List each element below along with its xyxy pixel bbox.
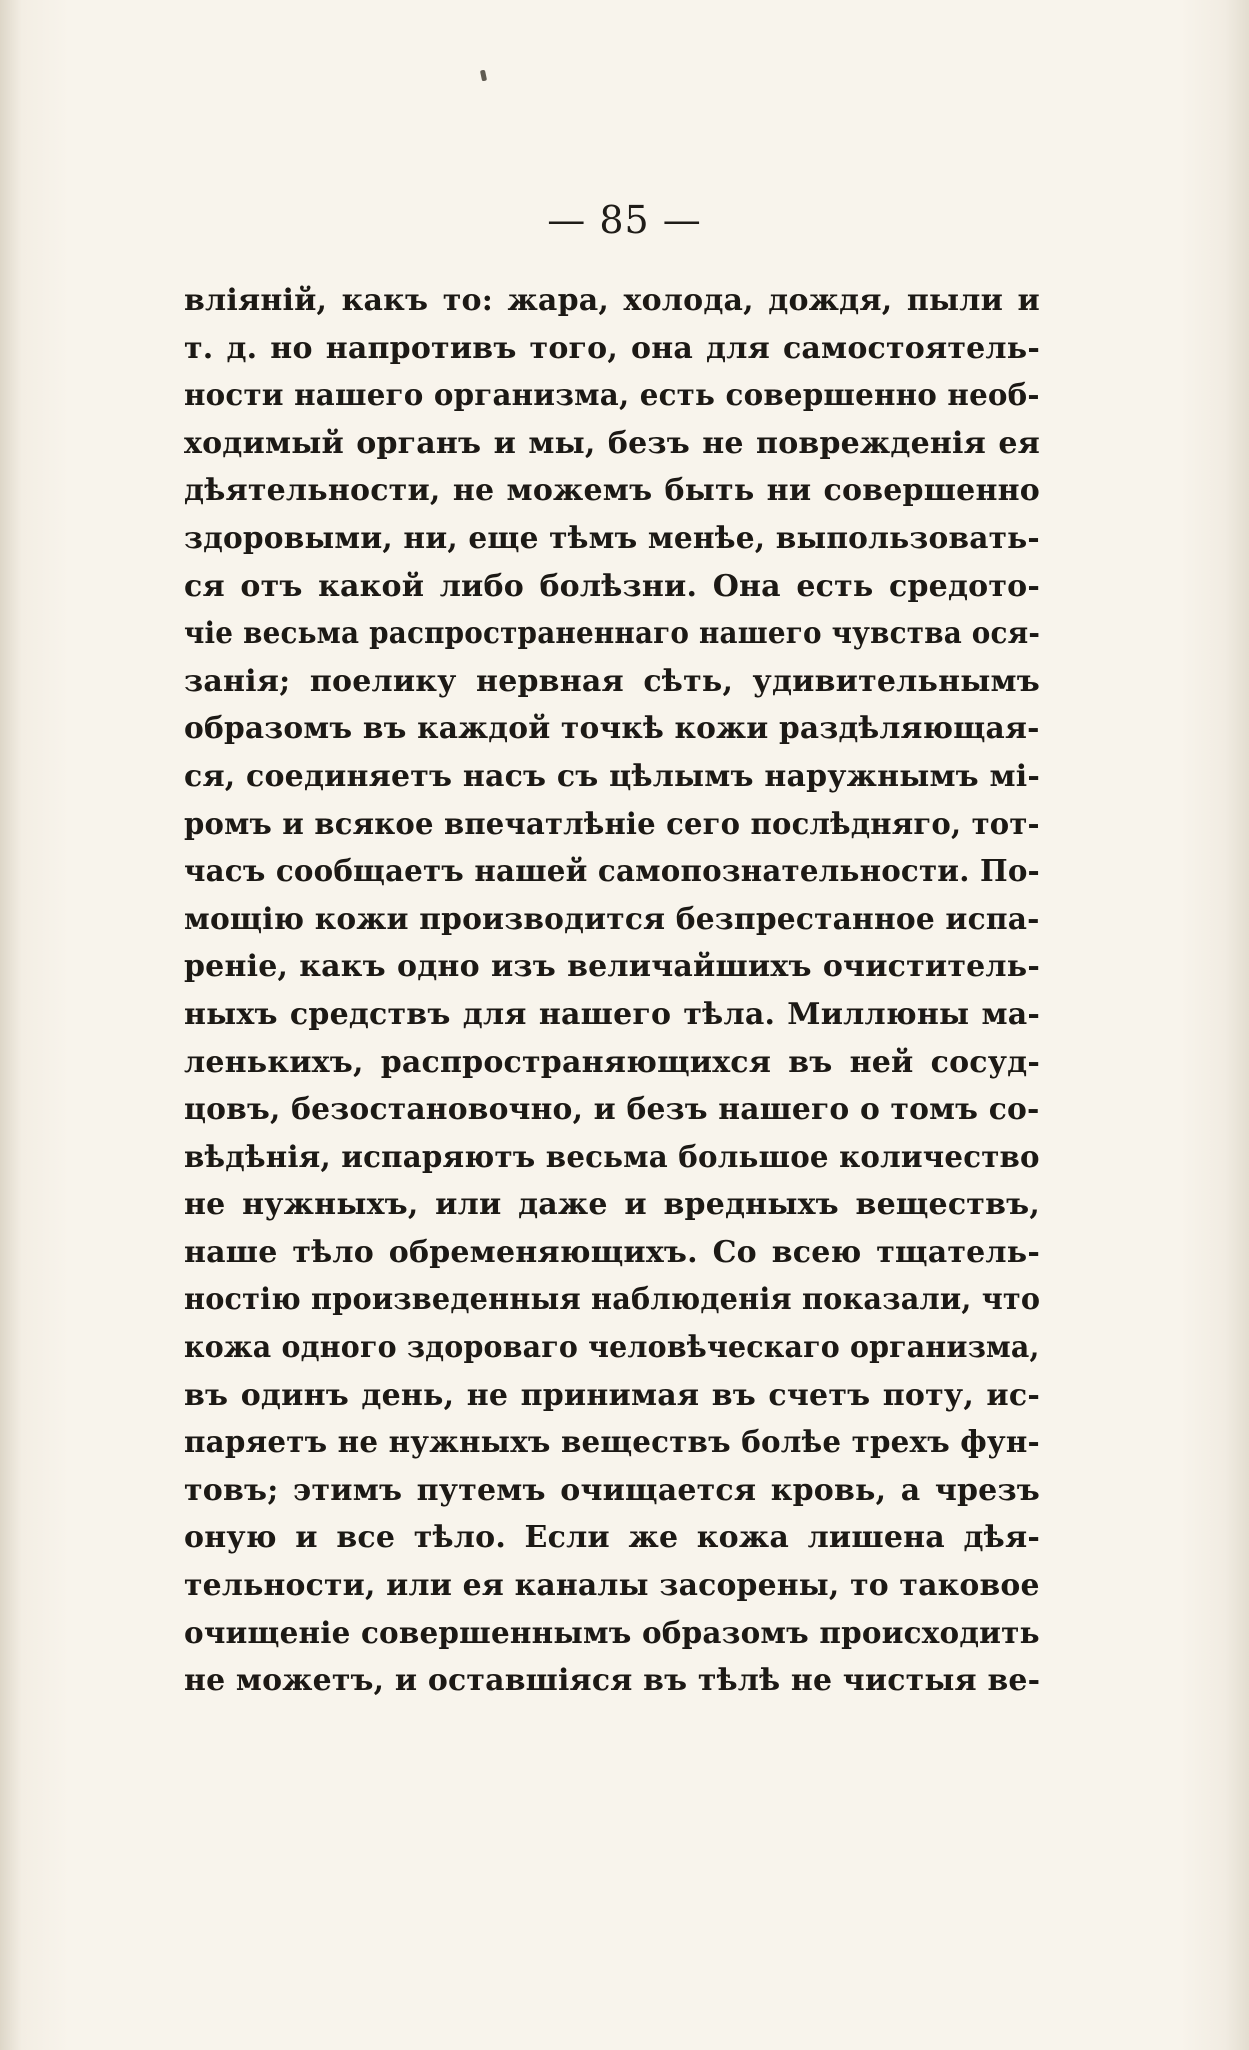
text-line: ся, соединяетъ насъ съ цѣлымъ наружнымъ мі- (184, 758, 1040, 794)
text-line: часъ сообщаетъ нашей самопознательности. По- (184, 854, 1040, 890)
page-number: — 85 — (547, 198, 702, 242)
body-text (184, 277, 1040, 1705)
text-line: вѣдѣнія, испаряютъ весьма большое количество (184, 1139, 1040, 1175)
text-line: ромъ и всякое впечатлѣніе сего послѣдняго, тот- (184, 806, 1040, 842)
text-line: чіе весьма распространеннаго нашего чувства ося- (184, 616, 1041, 652)
text-line: ности нашего организма, есть совершенно необ- (184, 378, 1040, 414)
text-line: реніе, какъ одно изъ величайшихъ очиститель- (184, 949, 1040, 985)
text-line: оную и все тѣло. Если же кожа лишена дѣя- (184, 1520, 1040, 1556)
text-line: занія; поелику нервная сѣть, удивительнымъ (184, 663, 1040, 699)
text-line: вліяній, какъ то: жара, холода, дождя, пыли и (184, 283, 1040, 318)
ink-speck (480, 70, 487, 82)
text-line: ся отъ какой либо болѣзни. Она есть средото- (184, 568, 1040, 604)
text-line: ностію произведенныя наблюденія показали, что (184, 1282, 1041, 1318)
text-line: въ одинъ день, не принимая въ счетъ поту, ис- (184, 1377, 1040, 1413)
text-line: не можетъ, и оставшіяся въ тѣлѣ не чистыя ве- (184, 1663, 1041, 1699)
text-line: не нужныхъ, или даже и вредныхъ веществъ, (184, 1187, 1040, 1223)
text-line: кожа одного здороваго человѣческаго организма, (184, 1330, 1040, 1366)
text-line: паряетъ не нужныхъ веществъ болѣе трехъ фун- (184, 1425, 1040, 1461)
text-line: цовъ, безостановочно, и безъ нашего о томъ со- (184, 1092, 1040, 1128)
text-line: очищеніе совершеннымъ образомъ происходить (184, 1615, 1040, 1651)
text-line: дѣятельности, не можемъ быть ни совершенно (184, 473, 1040, 509)
text-line: ходимый органъ и мы, безъ не поврежденія ея (184, 425, 1040, 461)
text-line: товъ; этимъ путемъ очищается кровь, а чрезъ (184, 1472, 1040, 1508)
text-line: образомъ въ каждой точкѣ кожи раздѣляющая- (184, 711, 1040, 747)
text-line: ленькихъ, распространяющихся въ ней сосуд- (184, 1044, 1040, 1080)
text-line: наше тѣло обременяющихъ. Со всею тщатель- (184, 1234, 1040, 1270)
text-line: здоровыми, ни, еще тѣмъ менѣе, выпользовать- (184, 520, 1040, 556)
text-line: мощію кожи производится безпрестанное испа- (184, 901, 1040, 937)
text-line: тельности, или ея каналы засорены, то таковое (184, 1568, 1040, 1604)
text-line: т. д. но напротивъ того, она для самостоятель- (184, 330, 1040, 366)
text-line: ныхъ средствъ для нашего тѣла. Миллюны ма- (184, 996, 1040, 1032)
